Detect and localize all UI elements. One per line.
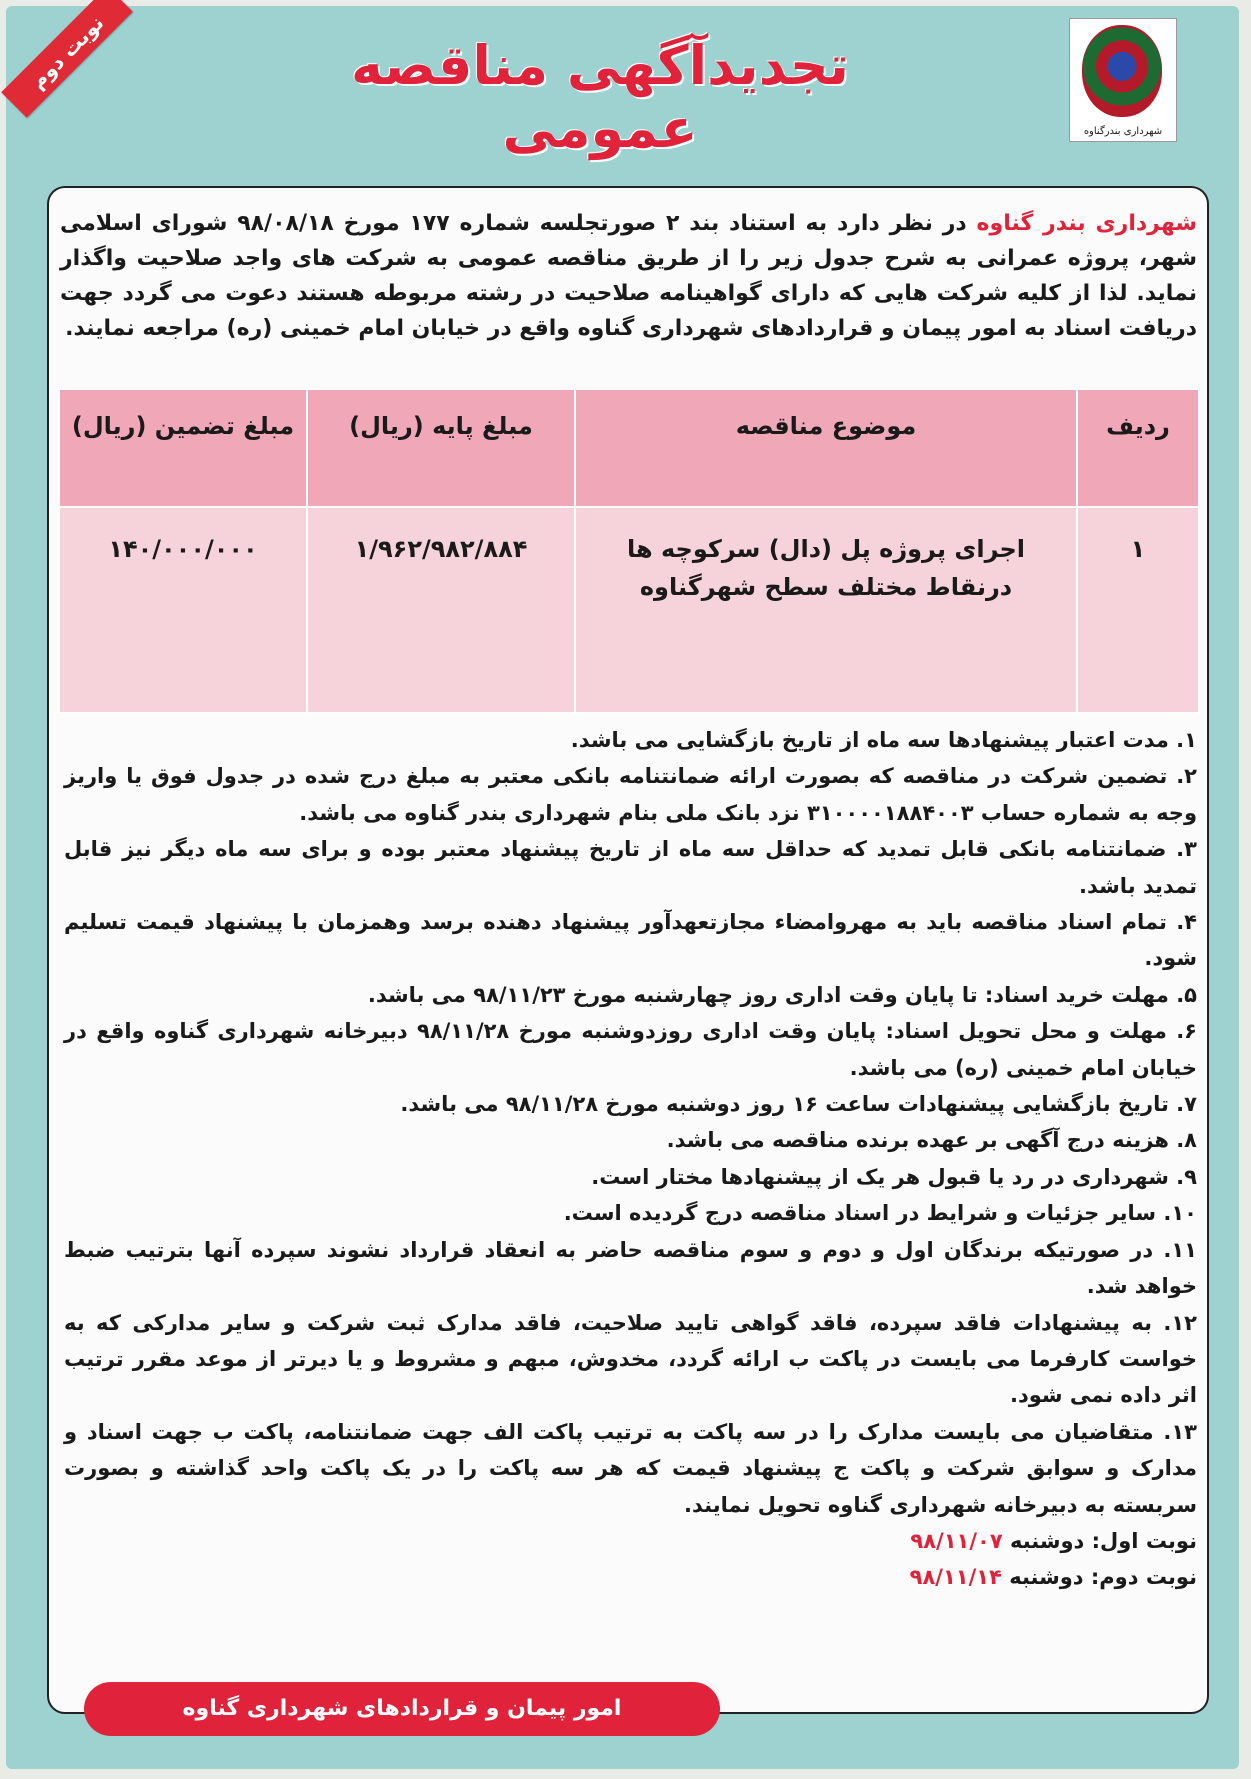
municipality-emblem-icon <box>1082 25 1162 117</box>
footer-banner: امور پیمان و قراردادهای شهرداری گناوه <box>84 1682 720 1736</box>
term-item: ۱۱. در صورتیکه برندگان اول و دوم و سوم مناقصه حاضر به انعقاد قرارداد نشوند سپرده آنها بترتیب ضبط خواهد شد. <box>64 1237 1197 1299</box>
term-item: ۹. شهرداری در رد یا قبول هر یک از پیشنهادها مختار است. <box>591 1164 1197 1189</box>
municipality-logo <box>1069 18 1177 142</box>
notice-title: تجدیدآگهی مناقصه عمومی <box>351 34 849 160</box>
term-item: ۱۳. متقاضیان می بایست مدارک را در سه پاکت به ترتیب پاکت الف جهت ضمانتنامه، پاکت ب جهت اسناد و مدارک و سوابق شرکت و پاکت ج پیشنهاد قیمت که هر سه پاکت را در یک پاکت واحد گذاشته و بصورت سربسته به دبیرخانه شهرداری گناوه تحویل نمایند. <box>64 1419 1197 1517</box>
cell-subject: اجرای پروژه پل (دال) سرکوچه ها درنقاط مختلف سطح شهرگناوه <box>575 507 1077 713</box>
tender-table <box>58 388 1200 714</box>
edition-ribbon: نوبت دوم <box>1 0 133 118</box>
term-item: ۵. مهلت خرید اسناد: تا پایان وقت اداری روز چهارشنبه مورخ ۹۸/۱۱/۲۳ می باشد. <box>367 982 1197 1007</box>
term-item: ۲. تضمین شرکت در مناقصه که بصورت ارائه ضمانتنامه بانکی معتبر به مبلغ درج شده در جدول فوق یا واریز وجه به شماره حساب ۳۱۰۰۰۰۱۸۸۴۰۰۳ نزد بانک ملی بنام شهرداری بندر گناوه می باشد. <box>64 764 1197 825</box>
second-publication <box>64 1559 1197 1595</box>
term-item: ۷. تاریخ بازگشایی پیشنهادات ساعت ۱۶ روز دوشنبه مورخ ۹۸/۱۱/۲۸ می باشد. <box>400 1092 1197 1117</box>
cell-base-amount: ۱/۹۶۲/۹۸۲/۸۸۴ <box>307 507 575 713</box>
header-row-number: ردیف <box>1077 389 1199 507</box>
table-header-row <box>59 389 1199 507</box>
term-item: ۶. مهلت و محل تحویل اسناد: پایان وقت اداری روزدوشنبه مورخ ۹۸/۱۱/۲۸ دبیرخانه شهرداری گناوه واقع در خیابان امام خمینی (ره) می باشد. <box>64 1019 1197 1080</box>
organization-name: شهرداری بندر گناوه <box>976 211 1197 236</box>
logo-caption: شهرداری بندرگناوه <box>1083 126 1163 137</box>
term-item: ۱۲. به پیشنهادات فاقد سپرده، فاقد گواهی تایید صلاحیت، فاقد مدارک ثبت شرکت و سایر مدارکی که به خواست کارفرما می بایست در پاکت ب ارائه گردد، مخدوش، مبهم و مشروط و یا دیرتر از موعد مقرر ترتیب اثر داده نمی شود. <box>64 1310 1197 1408</box>
first-publication <box>64 1523 1197 1559</box>
table-row <box>59 507 1199 713</box>
term-item: ۸. هزینه درج آگهی بر عهده برنده مناقصه می باشد. <box>666 1128 1197 1153</box>
cell-guarantee-amount: ۱۴۰/۰۰۰/۰۰۰ <box>59 507 307 713</box>
second-publication-label: نوبت دوم: دوشنبه <box>1001 1565 1197 1590</box>
second-publication-date: ۹۸/۱۱/۱۴ <box>909 1565 1002 1590</box>
term-item: ۱. مدت اعتبار پیشنهادها سه ماه از تاریخ بازگشایی می باشد. <box>570 728 1197 752</box>
intro-paragraph <box>60 206 1197 346</box>
first-publication-date: ۹۸/۱۱/۰۷ <box>910 1528 1003 1553</box>
term-item: ۱۰. سایر جزئیات و شرایط در اسناد مناقصه درج گردیده است. <box>563 1201 1197 1226</box>
header-subject: موضوع مناقصه <box>575 389 1077 507</box>
header-base-amount: مبلغ پایه (ریال) <box>307 389 575 507</box>
cell-row-number: ۱ <box>1077 507 1199 713</box>
intro-text: در نظر دارد به استناد بند ۲ صورتجلسه شماره ۱۷۷ مورخ ۹۸/۰۸/۱۸ شورای اسلامی شهر، پروژه عمرانی به شرح جدول زیر را از طریق مناقصه عمومی به شرکت های واجد صلاحیت واگذار نماید. لذا از کلیه شرکت هایی که دارای گواهینامه صلاحیت در رشته مربوطه هستند دعوت می گردد جهت دریافت اسناد به امور پیمان و قراردادهای شهرداری گناوه واقع در خیابان امام خمینی (ره) مراجعه نمایند. <box>60 211 1197 341</box>
terms-list <box>64 722 1197 1596</box>
term-item: ۴. تمام اسناد مناقصه باید به مهروامضاء مجازتعهدآور پیشنهاد دهنده برسد وهمزمان با پیشنهاد قیمت تسلیم شود. <box>64 910 1197 971</box>
term-item: ۳. ضمانتنامه بانکی قابل تمدید که حداقل سه ماه از تاریخ پیشنهاد معتبر بوده و برای سه ماه دیگر نیز قابل تمدید باشد. <box>64 837 1197 898</box>
header-guarantee-amount: مبلغ تضمین (ریال) <box>59 389 307 507</box>
first-publication-label: نوبت اول: دوشنبه <box>1002 1528 1197 1553</box>
